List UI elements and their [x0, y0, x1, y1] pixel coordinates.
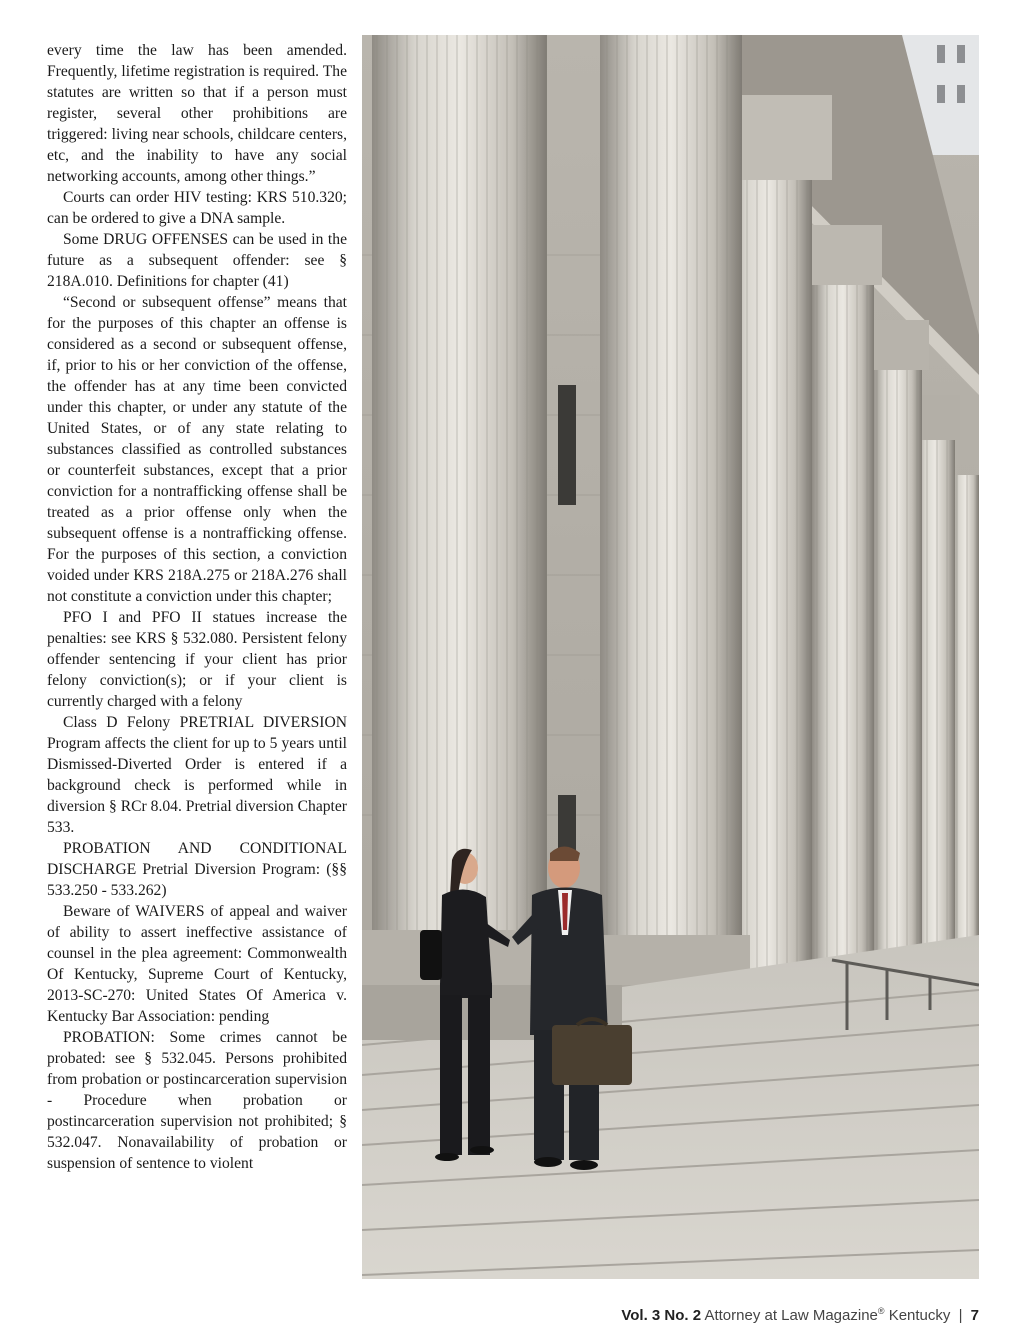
column-center [590, 35, 750, 985]
column-far-right [952, 475, 979, 995]
article-paragraph: PROBATION AND CONDITIONAL DISCHARGE Pretrial Diversion Program: (§§ 533.250 - 533.262) [47, 840, 347, 899]
article-paragraph: Beware of WAIVERS of appeal and waiver of ability to assert ineffective assistance of counsel in the plea agreement: Commonwealth Of Kentucky, Supreme Court of Kentucky, 2013-SC-270: United States Of America v. Kentucky Bar Association: pending [47, 903, 347, 1025]
footer-volume: Vol. 3 No. 2 [621, 1307, 702, 1324]
footer-registered-mark: ® [877, 1306, 885, 1316]
article-paragraph: every time the law has been amended. Frequently, lifetime registration is required. The statutes are written so that if a person must register, several other prohibitions are triggered: living near schools, childcare centers, etc, and the inability to have any social networking accounts, among other things.” [47, 42, 347, 185]
footer-page-number: 7 [970, 1307, 979, 1324]
article-paragraph: Class D Felony PRETRIAL DIVERSION Program affects the client for up to 5 years until Dismissed-Diverted Order is entered if a background check is performed while in diversion § RCr 8.04. Pretrial diversion Chapter 533. [47, 714, 347, 836]
footer-separator: | [958, 1307, 963, 1324]
footer-region: Kentucky [888, 1307, 951, 1324]
courthouse-illustration [362, 35, 979, 1279]
article-paragraph: PFO I and PFO II statues increase the penalties: see KRS § 532.080. Persistent felony offender sentencing if your client has prior felony conviction(s); or if your client is currently charged with a felony [47, 609, 347, 710]
article-paragraph: “Second or subsequent offense” means that for the purposes of this chapter an offense is considered as a second or subsequent offense, if, prior to his or her conviction of the offense, the offender has at any time been convicted under this chapter, or under any statute of the United States, or of any state relating to substances classified as controlled substances or counterfeit substances, except that a prior conviction for a nontrafficking offense shall be treated as a prior offense only when the subsequent offense is a nontrafficking offense. For the purposes of this section, a conviction voided under KRS 218A.275 or 218A.276 shall not constitute a conviction under this chapter; [47, 294, 347, 605]
article-paragraph: Courts can order HIV testing: KRS 510.320; can be ordered to give a DNA sample. [47, 189, 347, 227]
article-text-column [47, 40, 347, 1174]
courthouse-photo [362, 35, 979, 1279]
column-right-1 [804, 225, 882, 995]
column-left [362, 35, 562, 990]
article-paragraph: Some DRUG OFFENSES can be used in the future as a subsequent offender: see § 218A.010. Definitions for chapter (41) [47, 231, 347, 290]
page-footer [621, 1306, 979, 1324]
column-right-2 [865, 320, 929, 995]
footer-magazine-name: Attorney at Law Magazine [704, 1307, 878, 1324]
article-paragraph: PROBATION: Some crimes cannot be probated: see § 532.045. Persons prohibited from probation or postincarceration supervision - Procedure when probation or postincarceration supervision not prohibited; § 532.047. Nonavailability of probation or suspension of sentence to violent [47, 1029, 347, 1172]
